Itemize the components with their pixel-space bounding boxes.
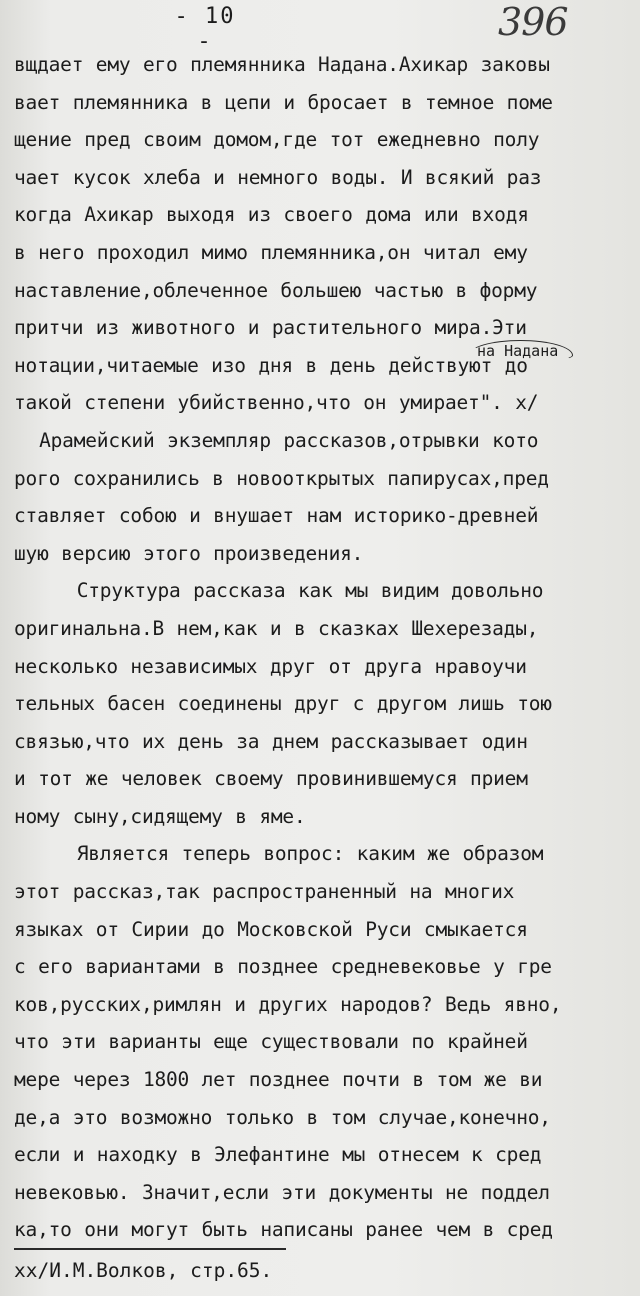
text-line: что эти варианты еще существовали по крайней <box>14 1030 528 1054</box>
text-line: шую версию этого произведения. <box>14 541 364 565</box>
text-line: если и находку в Элефантине мы отнесем к сред <box>14 1143 542 1167</box>
text-line: в него проходил мимо племянника,он читал ему <box>14 240 528 264</box>
text-line: чает кусок хлеба и немного воды. И всякий раз <box>14 165 542 189</box>
footnote-divider <box>14 1248 286 1250</box>
text-line: наставление,облеченное большею частью в форму <box>14 278 538 302</box>
text-line: вает племянника в цепи и бросает в темное поме <box>14 90 553 114</box>
text-line: Арамейский экземпляр рассказов,отрывки кото <box>14 428 539 452</box>
text-line: Является теперь вопрос: каким же образом <box>14 842 544 866</box>
text-line: ка,то они могут быть написаны ранее чем в сред <box>14 1218 553 1242</box>
footnote: хх/И.М.Волков, стр.65. <box>14 1259 273 1282</box>
text-line: когда Ахикар выходя из своего дома или входя <box>14 203 529 227</box>
text-line: ков,русских,римлян и других народов? Ведь явно, <box>14 992 562 1016</box>
text-line: притчи из животного и растительного мира.Эти <box>14 316 527 340</box>
text-line: этот рассказ,так распространенный на многих <box>14 880 515 904</box>
page-number: - 10 - <box>174 4 236 54</box>
text-line: несколько независимых друг от друга нравоучи <box>14 654 527 678</box>
text-line: тельных басен соединены друг с другом лишь тою <box>14 692 552 716</box>
text-line: Структура рассказа как мы видим довольно <box>14 579 544 603</box>
text-line: де,а это возможно только в том случае,конечно, <box>14 1105 551 1129</box>
text-line: ному сыну,сидящему в яме. <box>14 804 306 828</box>
text-line: щение пред своим домом,где тот ежедневно полу <box>14 128 540 152</box>
text-line: с его вариантами в позднее средневековье у гре <box>14 955 552 979</box>
text-line: связью,что их день за днем рассказывает один <box>14 729 528 753</box>
body-text <box>14 46 636 1249</box>
text-line: рого сохранились в новооткрытых папирусах,пред <box>14 466 549 490</box>
text-line: языках от Сирии до Московской Руси смыкается <box>14 917 528 941</box>
handwritten-insertion: на Надана <box>468 340 573 362</box>
text-line: нотации,читаемые изо дня в день действуют до <box>14 353 528 377</box>
text-line: оригинальна.В нем,как и в сказках Шехерезады, <box>14 616 539 640</box>
text-line: и тот же человек своему провинившемуся прием <box>14 767 528 791</box>
text-line: ставляет собою и внушает нам историко-древней <box>14 504 539 528</box>
text-line: невековью. Значит,если эти документы не поддел <box>14 1180 550 1204</box>
text-line: мере через 1800 лет позднее почти в том же ви <box>14 1068 543 1092</box>
text-line: вщдает ему его племянника Надана.Ахикар заковы <box>14 53 550 76</box>
text-line: такой степени убийственно,что он умирает". х/ <box>14 391 539 415</box>
archive-number: 396 <box>498 0 568 44</box>
